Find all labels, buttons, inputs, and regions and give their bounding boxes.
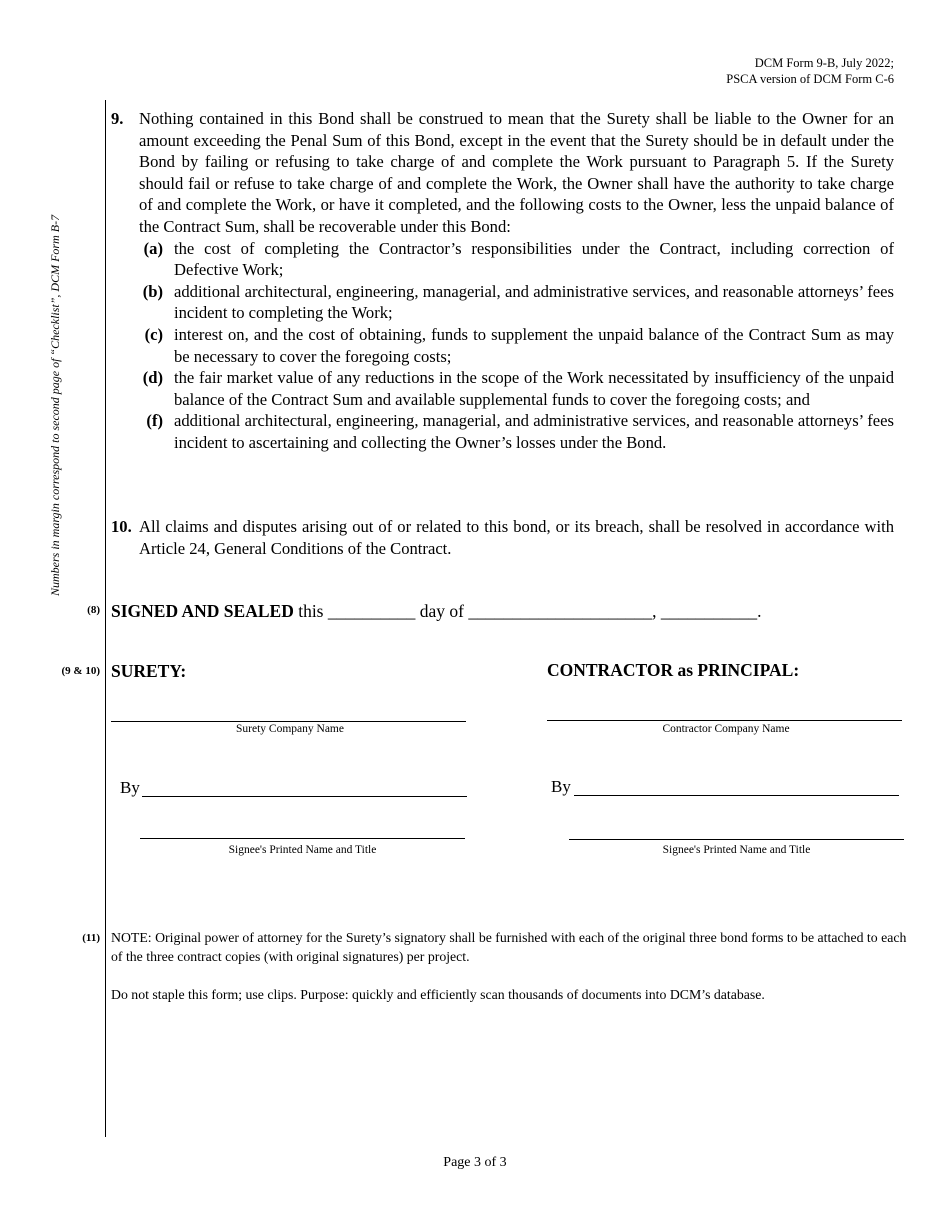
surety-signature-field[interactable] [142,796,467,797]
surety-by-label: By [120,778,140,797]
contractor-company-field[interactable] [547,720,902,721]
paragraph-text: Nothing contained in this Bond shall be construed to mean that the Surety shall be liable to the Owner for an amount exceeding the Penal Sum of this Bond, except in the event that the Surety should be in default under the Bond by failing or refusing to take charge of and complete the Work pursuant to Paragraph 5. If the Surety should fail or refuse to take charge of and complete the Work, the Owner shall have the authority to take charge of and complete the Work, or have it completed, and the following costs to the Owner, less the unpaid balance of the Contract Sum, shall be recoverable under this Bond: [139,109,894,236]
page-number: Page 3 of 3 [443,1155,507,1170]
checklist-marker: (8) [87,604,100,616]
signed-sealed-label: SIGNED AND SEALED [111,601,294,621]
power-of-attorney-note: NOTE: Original power of attorney for the Surety’s signatory shall be furnished with each of the original three bond forms to be attached to each of the three contract copies (with original signatures) per project. [111,930,907,964]
item-label: (c) [144,324,163,344]
item-label: (d) [142,368,163,388]
item-text: additional architectural, engineering, managerial, and administrative services, and reasonable attorneys’ fees incident to ascertaining and collecting the Owner’s losses under the Bond. [174,411,894,452]
item-text: the cost of completing the Contractor’s responsibilities under the Contract, including correction of Defective Work; [174,238,894,280]
contractor-by-label: By [551,777,571,796]
signed-sealed-line [111,601,761,622]
list-item [139,281,894,324]
list-item [139,410,894,453]
item-text: the fair market value of any reductions in the scope of the Work necessitated by insufficiency of the unpaid balance of the Contract Sum and available supplemental funds to cover the foregoing costs; and [174,368,894,409]
form-id: DCM Form 9-B, July 2022; [754,56,894,70]
paragraph-10 [111,516,894,559]
contractor-signature-field[interactable] [574,795,899,796]
item-text: interest on, and the cost of obtaining, funds to supplement the unpaid balance of the Contract Sum as may be necessary to cover the foregoing costs; [174,324,894,366]
margin-rule [105,100,106,1137]
item-label: (a) [143,238,163,258]
item-label: (b) [142,281,163,301]
paragraph-number: 10. [111,517,132,536]
item-text: additional architectural, engineering, managerial, and administrative services, and reasonable attorneys’ fees incident to completing the Work; [174,281,894,323]
checklist-marker: (9 & 10) [61,665,100,677]
surety-signee-caption: Signee's Printed Name and Title [228,844,377,856]
contractor-signee-caption: Signee's Printed Name and Title [662,844,811,856]
surety-signee-name-field[interactable] [140,838,465,839]
form-version: PSCA version of DCM Form C-6 [726,72,894,86]
margin-note: Numbers in margin correspond to second page of “Checklist”, DCM Form B-7 [48,214,62,596]
list-item [139,367,894,410]
contractor-company-caption: Contractor Company Name [662,723,790,735]
staple-note: Do not staple this form; use clips. Purpose: quickly and efficiently scan thousands of documents into DCM’s database. [111,987,765,1002]
checklist-marker: (11) [82,932,100,944]
contractor-heading: CONTRACTOR as PRINCIPAL: [547,660,800,680]
item-label: (f) [146,411,163,431]
list-item [139,238,894,281]
contractor-signee-name-field[interactable] [569,839,904,840]
surety-heading: SURETY: [111,661,187,681]
paragraph-9 [111,108,894,454]
surety-company-caption: Surety Company Name [236,723,344,735]
paragraph-text: All claims and disputes arising out of or related to this bond, or its breach, shall be resolved in accordance with Article 24, General Conditions of the Contract. [139,517,894,558]
form-header [726,55,894,87]
signed-sealed-date-blanks[interactable]: this __________ day of _____________________, ___________. [293,601,762,621]
paragraph-number: 9. [111,109,124,128]
list-item [139,324,894,367]
surety-company-field[interactable] [111,721,466,722]
